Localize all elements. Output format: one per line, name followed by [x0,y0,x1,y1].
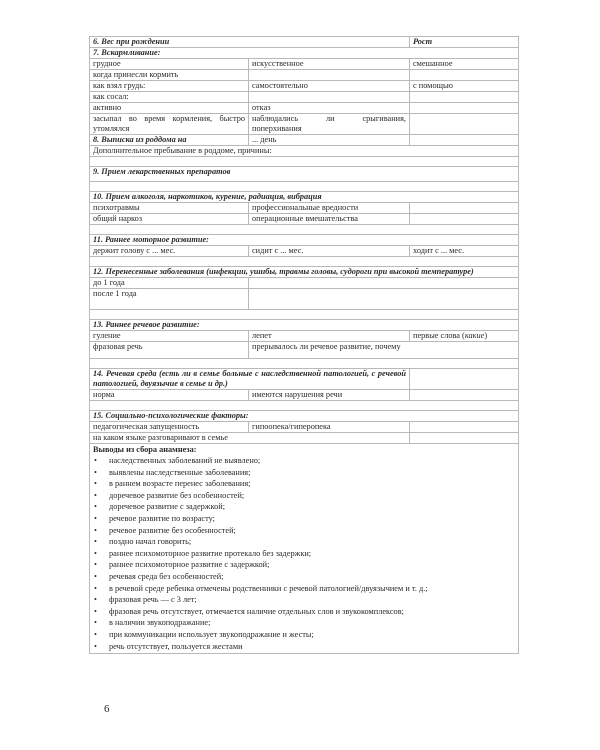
refusal: отказ [249,103,410,114]
sucked-row [90,92,519,103]
norm: норма [90,390,249,401]
feeding-type-row [90,59,519,70]
language-row [90,433,519,444]
section-6-title: 6. Вес при рождении [90,37,410,48]
section-14-title: 14. Речевая среда (есть ли в семье больные с наследственной патологией, с речевой патологией, двуязычие в семье и др.) [93,369,406,388]
section-12-row [90,267,519,278]
conclusion-item: • поздно начал говорить; [93,536,515,548]
walks: ходит с ... мес. [410,246,519,257]
conclusion-item: • речь отсутствует, пользуется жестами [93,641,515,653]
with-help: с помощью [410,81,519,92]
section-15-row [90,411,519,422]
conclusion-item: • речевое развитие по возрасту; [93,513,515,525]
section-7-title: 7. Вскармливание: [90,48,519,59]
section-10-title: 10. Прием алкоголя, наркотиков, курение, радиация, вибрация [90,192,519,203]
took-breast-row [90,81,519,92]
anamnesis-table [89,36,519,654]
breast-feeding: грудное [90,59,249,70]
took-breast: как взял грудь: [90,81,249,92]
conclusion-item: • фразовая речь — с 3 лет; [93,594,515,606]
active: активно [90,103,249,114]
psychotrauma: психотравмы [90,203,249,214]
phrasal-speech: фразовая речь [90,342,249,359]
section-13-title: 13. Раннее речевое развитие: [90,320,519,331]
holds-head: держит голову с ... мес. [90,246,249,257]
prof-hazards: профессиональные вредности [249,203,410,214]
conclusions-row [90,444,519,654]
conclusion-item: • наследственных заболеваний не выявлено; [93,455,515,467]
hypo-hyper-care: гипоопека/гиперопека [249,422,410,433]
first-words-which: какие [464,331,485,340]
speech-interrupted: прерывалось ли речевое развитие, почему [249,342,519,359]
page-number: 6 [104,703,110,715]
motor-row [90,246,519,257]
mixed-feeding: смешанное [410,59,519,70]
family-language: на каком языке разговаривают в семье [90,433,410,444]
pedagogical-neglect: педагогическая запущенность [90,422,249,433]
height-label: Рост [410,37,519,48]
conclusion-item: • раннее психомоторное развитие протекало без задержки; [93,548,515,560]
after-1-row [90,289,519,310]
first-words: первые слова (какие) [410,331,519,342]
neglect-row [90,422,519,433]
section-15-title: 15. Социально-психологические факторы: [90,411,519,422]
artificial-feeding: искусственное [249,59,410,70]
independent: самостоятельно [249,81,410,92]
section-8-row [90,135,519,146]
conclusion-item: • фразовая речь отсутствует, отмечается наличие отдельных слов и звукокомплексов; [93,606,515,618]
conclusion-item: • речевое развитие без особенностей; [93,525,515,537]
before-1-year: до 1 года [90,278,249,289]
phrasal-row [90,342,519,359]
section-11-title: 11. Раннее моторное развитие: [90,235,519,246]
sucked: как сосал: [90,92,249,103]
first-feed-row [90,70,519,81]
after-1-year: после 1 года [90,289,249,310]
section-11-row [90,235,519,246]
section-7-row [90,48,519,59]
babbling: лепет [249,331,410,342]
first-feed: когда принесли кормить [90,70,249,81]
extra-stay-row [90,146,519,157]
section-6-row [90,37,519,48]
before-1-row [90,278,519,289]
section-14-row [90,369,519,390]
sits: сидит с ... мес. [249,246,410,257]
regurgitation: наблюдались ли срыгивания, поперхивания [252,114,406,133]
conclusion-item: • в раннем возрасте перенес заболевания; [93,478,515,490]
cooing: гуление [90,331,249,342]
conclusions-title: Выводы из сбора анамнеза: [93,445,197,454]
anesthesia-row [90,214,519,225]
conclusion-item: • доречевое развитие без особенностей; [93,490,515,502]
conclusion-item: • в речевой среде ребенка отмечены родственники с речевой патологией/двуязычием и т. д.; [93,583,515,595]
conclusion-item: • при коммуникации использует звукоподражание и жесты; [93,629,515,641]
surgery: операционные вмешательства [249,214,410,225]
conclusion-item: • доречевое развитие с задержкой; [93,501,515,513]
extra-stay: Дополнительное пребывание в роддоме, причины: [90,146,519,157]
conclusion-item: • раннее психомоторное развитие с задержкой; [93,559,515,571]
speech-env-row [90,390,519,401]
conclusions-list [93,455,515,652]
speech-early-row [90,331,519,342]
speech-violations: имеются нарушения речи [249,390,410,401]
asleep-row [90,114,519,135]
section-8-title: 8. Выписка из роддома на [90,135,249,146]
active-row [90,103,519,114]
conclusion-item: • речевая среда без особенностей; [93,571,515,583]
section-9-title: 9. Прием лекарственных препаратов [90,167,519,182]
conclusion-item: • выявлены наследственные заболевания; [93,467,515,479]
section-10-row [90,192,519,203]
conclusion-item: • в наличии звукоподражание; [93,617,515,629]
section-12-title: 12. Перенесенные заболевания (инфекции, ушибы, травмы головы, судороги при высокой температуре) [93,267,474,276]
anesthesia: общий наркоз [90,214,249,225]
section-13-row [90,320,519,331]
fell-asleep: засыпал во время кормления, быстро утомлялся [93,114,245,133]
psycho-row [90,203,519,214]
section-9-row [90,167,519,182]
discharge-day: ... день [249,135,410,146]
